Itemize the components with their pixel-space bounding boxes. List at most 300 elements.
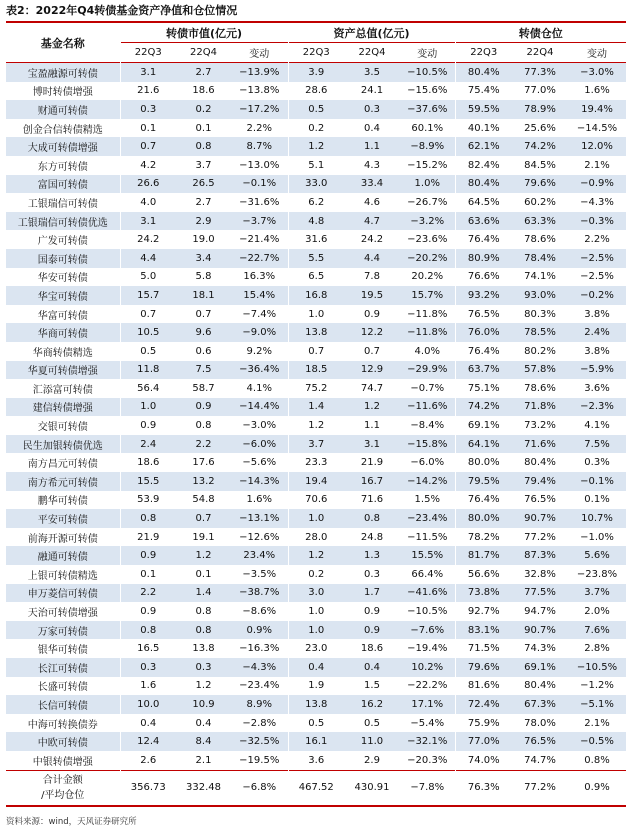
assets-change-cell: −19.4% — [407, 643, 448, 655]
fund-name-cell: 华安可转债 — [37, 273, 88, 285]
assets-q3-cell: 28.6 — [288, 82, 344, 101]
cb-value-q3-cell: 4.4 — [120, 249, 176, 268]
header-fund-name: 基金名称 — [40, 36, 85, 50]
position-change-cell: 2.8% — [584, 643, 610, 655]
position-q4-cell: 93.0% — [512, 286, 568, 305]
fund-name-cell: 华商转债精选 — [32, 347, 93, 359]
assets-q4-cell: 16.2 — [344, 695, 400, 714]
position-q3-cell: 64.1% — [455, 435, 512, 454]
assets-q3-cell: 5.1 — [288, 156, 344, 175]
cb-value-q4-cell: 13.2 — [176, 472, 231, 491]
position-q3-cell: 77.0% — [455, 732, 512, 751]
position-q3-cell: 63.6% — [455, 212, 512, 231]
assets-q4-cell: 0.5 — [364, 717, 380, 729]
position-q4-cell: 78.6% — [524, 382, 556, 394]
cb-value-change-cell: −16.3% — [239, 643, 280, 655]
fund-name-cell: 长信可转债 — [6, 695, 120, 714]
position-change-cell: −23.8% — [576, 568, 618, 580]
subheader-q3: 22Q3 — [120, 43, 176, 63]
position-change-cell: 2.1% — [584, 159, 610, 171]
cb-value-change-cell: 8.9% — [231, 695, 288, 714]
cb-value-change-cell: −13.9% — [231, 63, 288, 82]
position-change-cell: −10.5% — [568, 658, 626, 677]
position-q3-cell: 73.8% — [455, 584, 512, 603]
table-row — [6, 677, 626, 696]
total-label-line2: /平均仓位 — [41, 789, 85, 801]
cb-value-q3-cell: 2.2 — [120, 584, 176, 603]
cb-value-q4-cell: 17.6 — [192, 457, 215, 469]
position-change-cell: 3.8% — [584, 345, 610, 357]
position-q3-cell: 64.5% — [455, 193, 512, 212]
cb-value-q3-cell: 2.6 — [120, 751, 176, 770]
position-q4-cell: 90.7% — [512, 621, 568, 640]
position-q4-cell: 74.7% — [524, 754, 556, 766]
cb-value-change-cell: −17.2% — [231, 100, 288, 119]
assets-change-cell: −11.8% — [400, 323, 455, 342]
table-row — [6, 119, 626, 138]
cb-value-q4-cell: 0.4 — [195, 717, 212, 729]
assets-change-cell: 60.1% — [411, 122, 444, 134]
fund-name-cell: 万家可转债 — [6, 621, 120, 640]
fund-name-cell: 建信转债增强 — [6, 398, 120, 417]
cb-value-change-cell: −13.8% — [239, 85, 280, 97]
assets-q4-cell: 24.1 — [360, 85, 384, 97]
assets-q4-cell: 2.9 — [364, 754, 380, 766]
position-q3-cell: 62.1% — [455, 137, 512, 156]
fund-name-cell: 富国可转债 — [6, 175, 120, 194]
cb-value-q4-cell: 2.7 — [176, 63, 231, 82]
fund-name-cell: 华富可转债 — [37, 310, 88, 322]
cb-value-q3-cell: 53.9 — [120, 491, 176, 510]
assets-change-cell: −15.2% — [407, 159, 448, 171]
assets-change-cell: 20.2% — [411, 271, 444, 283]
cb-value-change-cell: −13.1% — [231, 509, 288, 528]
cb-value-change-cell: −12.6% — [239, 531, 280, 543]
assets-q3-cell: 6.2 — [288, 193, 344, 212]
assets-q4-cell: 1.1 — [364, 420, 380, 432]
position-q3-cell: 75.4% — [455, 82, 512, 101]
subheader-q4: 22Q4 — [512, 43, 568, 63]
position-change-cell: −0.5% — [568, 732, 626, 751]
assets-change-cell: −29.9% — [400, 361, 455, 380]
table-row — [6, 398, 626, 417]
position-q4-cell: 79.4% — [512, 472, 568, 491]
cb-value-q3-cell: 3.1 — [120, 63, 176, 82]
assets-q3-cell: 5.5 — [288, 249, 344, 268]
header-group-cb-value: 转债市值(亿元) — [120, 22, 288, 43]
assets-q4-cell: 0.9 — [344, 621, 400, 640]
total-position-q3-cell: 76.3% — [455, 770, 512, 806]
assets-change-cell: 1.0% — [400, 175, 455, 194]
table-row — [6, 714, 626, 733]
total-label-line1: 合计金额 — [42, 774, 83, 786]
position-q3-cell: 83.1% — [455, 621, 512, 640]
subheader-q3: 22Q3 — [455, 43, 512, 63]
total-assets-q4-cell: 430.91 — [354, 782, 390, 794]
position-q4-cell: 77.2% — [524, 531, 556, 543]
cb-value-q3-cell: 56.4 — [120, 379, 176, 398]
position-q4-cell: 77.5% — [512, 584, 568, 603]
assets-q3-cell: 1.0 — [288, 509, 344, 528]
position-change-cell: 4.1% — [584, 420, 610, 432]
cb-value-q4-cell: 0.8 — [176, 137, 231, 156]
position-q3-cell: 75.1% — [455, 379, 512, 398]
table-row — [6, 230, 626, 249]
assets-q4-cell: 12.9 — [344, 361, 400, 380]
cb-value-q4-cell: 54.8 — [192, 494, 215, 506]
cb-value-q3-cell: 15.5 — [120, 472, 176, 491]
cb-value-q4-cell: 7.5 — [176, 361, 231, 380]
assets-q3-cell: 6.5 — [288, 268, 344, 287]
assets-q3-cell: 70.6 — [288, 491, 344, 510]
cb-value-q4-cell: 5.8 — [195, 271, 212, 283]
position-q4-cell: 80.4% — [524, 680, 556, 692]
assets-q4-cell: 18.6 — [360, 643, 384, 655]
position-q4-cell: 94.7% — [524, 606, 556, 618]
position-q4-cell: 76.5% — [524, 494, 556, 506]
total-cb-value-q4-cell: 332.48 — [186, 782, 221, 794]
cb-value-q4-cell: 0.2 — [176, 100, 231, 119]
assets-q4-cell: 7.8 — [364, 271, 380, 283]
position-q4-cell: 78.9% — [512, 100, 568, 119]
position-q3-cell: 56.6% — [455, 565, 512, 584]
assets-change-cell: 15.7% — [400, 286, 455, 305]
cb-value-q4-cell: 0.1 — [195, 122, 212, 134]
assets-q4-cell: 74.7 — [360, 382, 384, 394]
cb-value-q4-cell: 2.2 — [176, 435, 231, 454]
fund-name-cell: 工银瑞信可转债 — [27, 198, 98, 210]
data-table-wrapper — [6, 21, 626, 807]
position-change-cell: 12.0% — [568, 137, 626, 156]
cb-value-change-cell: −38.7% — [231, 584, 288, 603]
cb-value-q4-cell: 13.8 — [192, 643, 215, 655]
cb-value-change-cell: 1.6% — [246, 494, 272, 506]
table-row — [6, 286, 626, 305]
cb-value-q3-cell: 12.4 — [120, 732, 176, 751]
cb-value-q3-cell: 0.3 — [120, 658, 176, 677]
assets-change-cell: −20.2% — [400, 249, 455, 268]
table-row — [6, 584, 626, 603]
table-row — [6, 323, 626, 342]
cb-value-change-cell: −13.0% — [239, 159, 280, 171]
position-change-cell: 3.8% — [584, 308, 610, 320]
cb-value-q3-cell: 16.5 — [120, 639, 176, 658]
assets-q3-cell: 1.0 — [288, 621, 344, 640]
assets-q4-cell: 19.5 — [344, 286, 400, 305]
assets-change-cell: −26.7% — [407, 196, 448, 208]
cb-value-q3-cell: 1.0 — [120, 398, 176, 417]
total-assets-change-cell: −7.8% — [410, 782, 445, 794]
assets-q3-cell: 0.5 — [288, 100, 344, 119]
table-row — [6, 342, 626, 361]
assets-q4-cell: 1.7 — [344, 584, 400, 603]
fund-name-cell: 汇添富可转债 — [32, 384, 93, 396]
assets-q4-cell: 1.2 — [344, 398, 400, 417]
position-change-cell: −0.9% — [568, 175, 626, 194]
assets-change-cell: −6.0% — [410, 457, 445, 469]
cb-value-change-cell: −14.4% — [231, 398, 288, 417]
position-q3-cell: 80.9% — [455, 249, 512, 268]
fund-name-cell: 申万菱信可转债 — [6, 584, 120, 603]
assets-q3-cell: 23.3 — [288, 453, 344, 472]
position-q3-cell: 63.7% — [455, 361, 512, 380]
cb-value-q4-cell: 0.6 — [195, 345, 212, 357]
subheader-q3: 22Q3 — [288, 43, 344, 63]
cb-value-change-cell: −2.8% — [242, 717, 277, 729]
cb-value-change-cell: 9.2% — [246, 345, 272, 357]
cb-value-change-cell: −5.6% — [242, 457, 277, 469]
total-assets-q3-cell: 467.52 — [288, 770, 344, 806]
cb-value-change-cell: −22.7% — [231, 249, 288, 268]
fund-name-cell: 中海可转换债券 — [27, 719, 98, 731]
cb-value-q3-cell: 0.3 — [120, 100, 176, 119]
cb-value-q4-cell: 0.7 — [176, 509, 231, 528]
fund-name-cell: 华商可转债 — [6, 323, 120, 342]
position-q3-cell: 80.0% — [455, 453, 512, 472]
assets-change-cell: −15.6% — [407, 85, 448, 97]
fund-name-cell: 中银转债增强 — [32, 756, 93, 768]
cb-value-q4-cell: 2.7 — [195, 196, 212, 208]
table-row — [6, 732, 626, 751]
position-change-cell: −14.5% — [576, 122, 618, 134]
assets-q4-cell: 1.5 — [364, 680, 380, 692]
position-q4-cell: 74.1% — [524, 271, 556, 283]
cb-value-q3-cell: 0.8 — [120, 509, 176, 528]
fund-name-cell: 大成可转债增强 — [6, 137, 120, 156]
position-q4-cell: 87.3% — [512, 546, 568, 565]
table-row — [6, 435, 626, 454]
fund-name-cell: 前海开源可转债 — [27, 533, 98, 545]
position-q4-cell: 60.2% — [524, 196, 556, 208]
total-cb-value-change-cell: −6.8% — [242, 782, 277, 794]
position-change-cell: −2.5% — [568, 249, 626, 268]
assets-q4-cell: 3.5 — [344, 63, 400, 82]
assets-change-cell: 4.0% — [414, 345, 440, 357]
fund-name-cell: 国泰可转债 — [6, 249, 120, 268]
table-body — [6, 63, 626, 806]
assets-q4-cell: 11.0 — [344, 732, 400, 751]
position-q4-cell: 74.3% — [524, 643, 556, 655]
position-q3-cell: 76.5% — [455, 305, 512, 324]
position-q4-cell: 57.8% — [512, 361, 568, 380]
table-row — [6, 509, 626, 528]
table-row — [6, 546, 626, 565]
position-q3-cell: 76.4% — [455, 342, 512, 361]
position-q4-cell: 71.6% — [512, 435, 568, 454]
table-row — [6, 658, 626, 677]
assets-q3-cell: 0.5 — [288, 714, 344, 733]
fund-name-cell: 华夏可转债增强 — [6, 361, 120, 380]
assets-q4-cell: 16.7 — [344, 472, 400, 491]
cb-value-q4-cell: 9.6 — [176, 323, 231, 342]
position-q3-cell: 80.4% — [455, 175, 512, 194]
position-change-cell: 0.8% — [584, 754, 610, 766]
position-q3-cell: 76.4% — [455, 491, 512, 510]
cb-value-q3-cell: 0.1 — [120, 119, 176, 138]
cb-value-change-cell: −36.4% — [231, 361, 288, 380]
assets-q4-cell: 3.1 — [344, 435, 400, 454]
position-change-cell: −2.3% — [568, 398, 626, 417]
position-change-cell: −3.0% — [568, 63, 626, 82]
cb-value-q4-cell: 2.9 — [176, 212, 231, 231]
subheader-change: 变动 — [400, 43, 455, 63]
assets-change-cell: −32.1% — [400, 732, 455, 751]
position-q4-cell: 84.5% — [524, 159, 556, 171]
assets-change-cell: −23.4% — [400, 509, 455, 528]
cb-value-change-cell: −31.6% — [239, 196, 280, 208]
position-q3-cell: 75.9% — [455, 714, 512, 733]
cb-value-q3-cell: 5.0 — [120, 268, 176, 287]
position-change-cell: 3.6% — [584, 382, 610, 394]
cb-value-change-cell: 23.4% — [231, 546, 288, 565]
assets-q4-cell: 12.2 — [344, 323, 400, 342]
assets-change-cell: −11.5% — [407, 531, 448, 543]
fund-name-cell: 财通可转债 — [6, 100, 120, 119]
header-group-total-assets: 资产总值(亿元) — [288, 22, 455, 43]
position-q3-cell: 76.6% — [455, 268, 512, 287]
position-q4-cell: 71.8% — [512, 398, 568, 417]
position-q4-cell: 73.2% — [524, 420, 556, 432]
cb-value-q3-cell: 4.2 — [120, 156, 176, 175]
position-q3-cell: 92.7% — [455, 602, 512, 621]
assets-q3-cell: 3.0 — [288, 584, 344, 603]
assets-change-cell: −8.4% — [410, 420, 445, 432]
assets-q3-cell: 16.8 — [288, 286, 344, 305]
assets-q3-cell: 13.8 — [288, 695, 344, 714]
table-row — [6, 175, 626, 194]
subheader-q4: 22Q4 — [344, 43, 400, 63]
assets-q4-cell: 4.4 — [344, 249, 400, 268]
assets-change-cell: −8.9% — [400, 137, 455, 156]
assets-change-cell: −14.2% — [400, 472, 455, 491]
cb-value-change-cell: −6.0% — [231, 435, 288, 454]
assets-q4-cell: 0.4 — [344, 658, 400, 677]
cb-value-change-cell: 2.2% — [246, 122, 272, 134]
fund-name-cell: 宝盈融源可转债 — [6, 63, 120, 82]
subheader-q4: 22Q4 — [176, 43, 231, 63]
table-row — [6, 100, 626, 119]
cb-value-change-cell: −9.0% — [231, 323, 288, 342]
cb-value-q3-cell: 0.9 — [120, 416, 176, 435]
table-row — [6, 621, 626, 640]
position-q3-cell: 81.7% — [455, 546, 512, 565]
position-change-cell: 10.7% — [568, 509, 626, 528]
cb-value-q3-cell: 26.6 — [120, 175, 176, 194]
position-change-cell: 0.1% — [584, 494, 610, 506]
position-change-cell: −0.2% — [568, 286, 626, 305]
assets-q3-cell: 4.8 — [288, 212, 344, 231]
table-row — [6, 361, 626, 380]
table-row — [6, 137, 626, 156]
fund-name-cell: 工银瑞信可转债优选 — [6, 212, 120, 231]
assets-q4-cell: 0.9 — [364, 606, 380, 618]
assets-q4-cell: 0.3 — [344, 100, 400, 119]
total-label-cell — [6, 770, 120, 806]
assets-q3-cell: 28.0 — [288, 528, 344, 547]
position-q3-cell: 76.4% — [455, 230, 512, 249]
position-q4-cell: 63.3% — [512, 212, 568, 231]
table-row — [6, 416, 626, 435]
cb-value-q3-cell: 1.6 — [120, 677, 176, 696]
fund-name-cell: 交银可转债 — [37, 422, 88, 434]
position-q4-cell: 90.7% — [512, 509, 568, 528]
assets-q4-cell: 4.6 — [364, 196, 380, 208]
assets-change-cell: 15.5% — [400, 546, 455, 565]
cb-value-q3-cell: 0.1 — [120, 565, 176, 584]
position-change-cell: 2.2% — [584, 234, 610, 246]
table-row — [6, 528, 626, 547]
cb-value-change-cell: −8.6% — [242, 606, 277, 618]
position-change-cell: −2.5% — [580, 271, 614, 283]
assets-q3-cell: 1.2 — [288, 416, 344, 435]
position-change-cell: 0.3% — [584, 457, 610, 469]
cb-value-q4-cell: 0.7 — [195, 308, 212, 320]
cb-value-q3-cell: 24.2 — [120, 230, 176, 249]
cb-value-change-cell: 15.4% — [231, 286, 288, 305]
cb-value-q4-cell: 18.1 — [176, 286, 231, 305]
fund-name-cell: 中欧可转债 — [6, 732, 120, 751]
position-q3-cell: 78.2% — [455, 528, 512, 547]
position-change-cell: −1.0% — [580, 531, 614, 543]
position-change-cell: 2.0% — [584, 606, 610, 618]
table-row — [6, 193, 626, 212]
cb-value-change-cell: −21.4% — [239, 234, 280, 246]
position-change-cell: −5.9% — [568, 361, 626, 380]
total-cb-value-q3-cell: 356.73 — [120, 770, 176, 806]
assets-q4-cell: 21.9 — [360, 457, 384, 469]
position-q4-cell: 80.2% — [524, 345, 556, 357]
fund-name-cell: 上银可转债精选 — [27, 570, 98, 582]
cb-value-change-cell: 8.7% — [231, 137, 288, 156]
cb-value-change-cell: −7.4% — [242, 308, 277, 320]
assets-q3-cell: 3.6 — [288, 751, 344, 770]
position-change-cell: 2.1% — [584, 717, 610, 729]
assets-q3-cell: 0.2 — [288, 119, 344, 138]
total-row — [6, 770, 626, 806]
assets-change-cell: −23.6% — [407, 234, 448, 246]
position-change-cell: 1.6% — [584, 85, 610, 97]
assets-q3-cell: 31.6 — [288, 230, 344, 249]
cb-value-q3-cell: 0.9 — [120, 602, 176, 621]
fund-name-cell: 民生加银转债优选 — [6, 435, 120, 454]
position-q3-cell: 79.5% — [455, 472, 512, 491]
cb-value-change-cell: 16.3% — [243, 271, 276, 283]
fund-name-cell: 东方可转债 — [37, 161, 88, 173]
fund-name-cell: 广发可转债 — [37, 236, 88, 248]
table-row — [6, 63, 626, 82]
assets-q3-cell: 1.2 — [288, 546, 344, 565]
fund-name-cell: 长盛可转债 — [37, 682, 88, 694]
assets-change-cell: 66.4% — [411, 568, 444, 580]
assets-q3-cell: 1.0 — [288, 602, 344, 621]
position-q3-cell: 71.5% — [455, 639, 512, 658]
cb-value-q4-cell: 8.4 — [176, 732, 231, 751]
assets-change-cell: −7.6% — [400, 621, 455, 640]
subheader-change: 变动 — [231, 43, 288, 63]
cb-value-change-cell: −14.3% — [231, 472, 288, 491]
assets-q4-cell: 0.9 — [364, 308, 380, 320]
assets-change-cell: −20.3% — [407, 754, 448, 766]
position-q4-cell: 76.5% — [512, 732, 568, 751]
table-row — [6, 82, 626, 101]
position-q4-cell: 77.0% — [524, 85, 556, 97]
assets-q4-cell: 33.4 — [344, 175, 400, 194]
table-row — [6, 602, 626, 621]
cb-value-change-cell: −0.1% — [231, 175, 288, 194]
cb-value-q4-cell: 10.9 — [176, 695, 231, 714]
cb-value-q4-cell: 0.8 — [195, 606, 212, 618]
assets-change-cell: −15.8% — [400, 435, 455, 454]
